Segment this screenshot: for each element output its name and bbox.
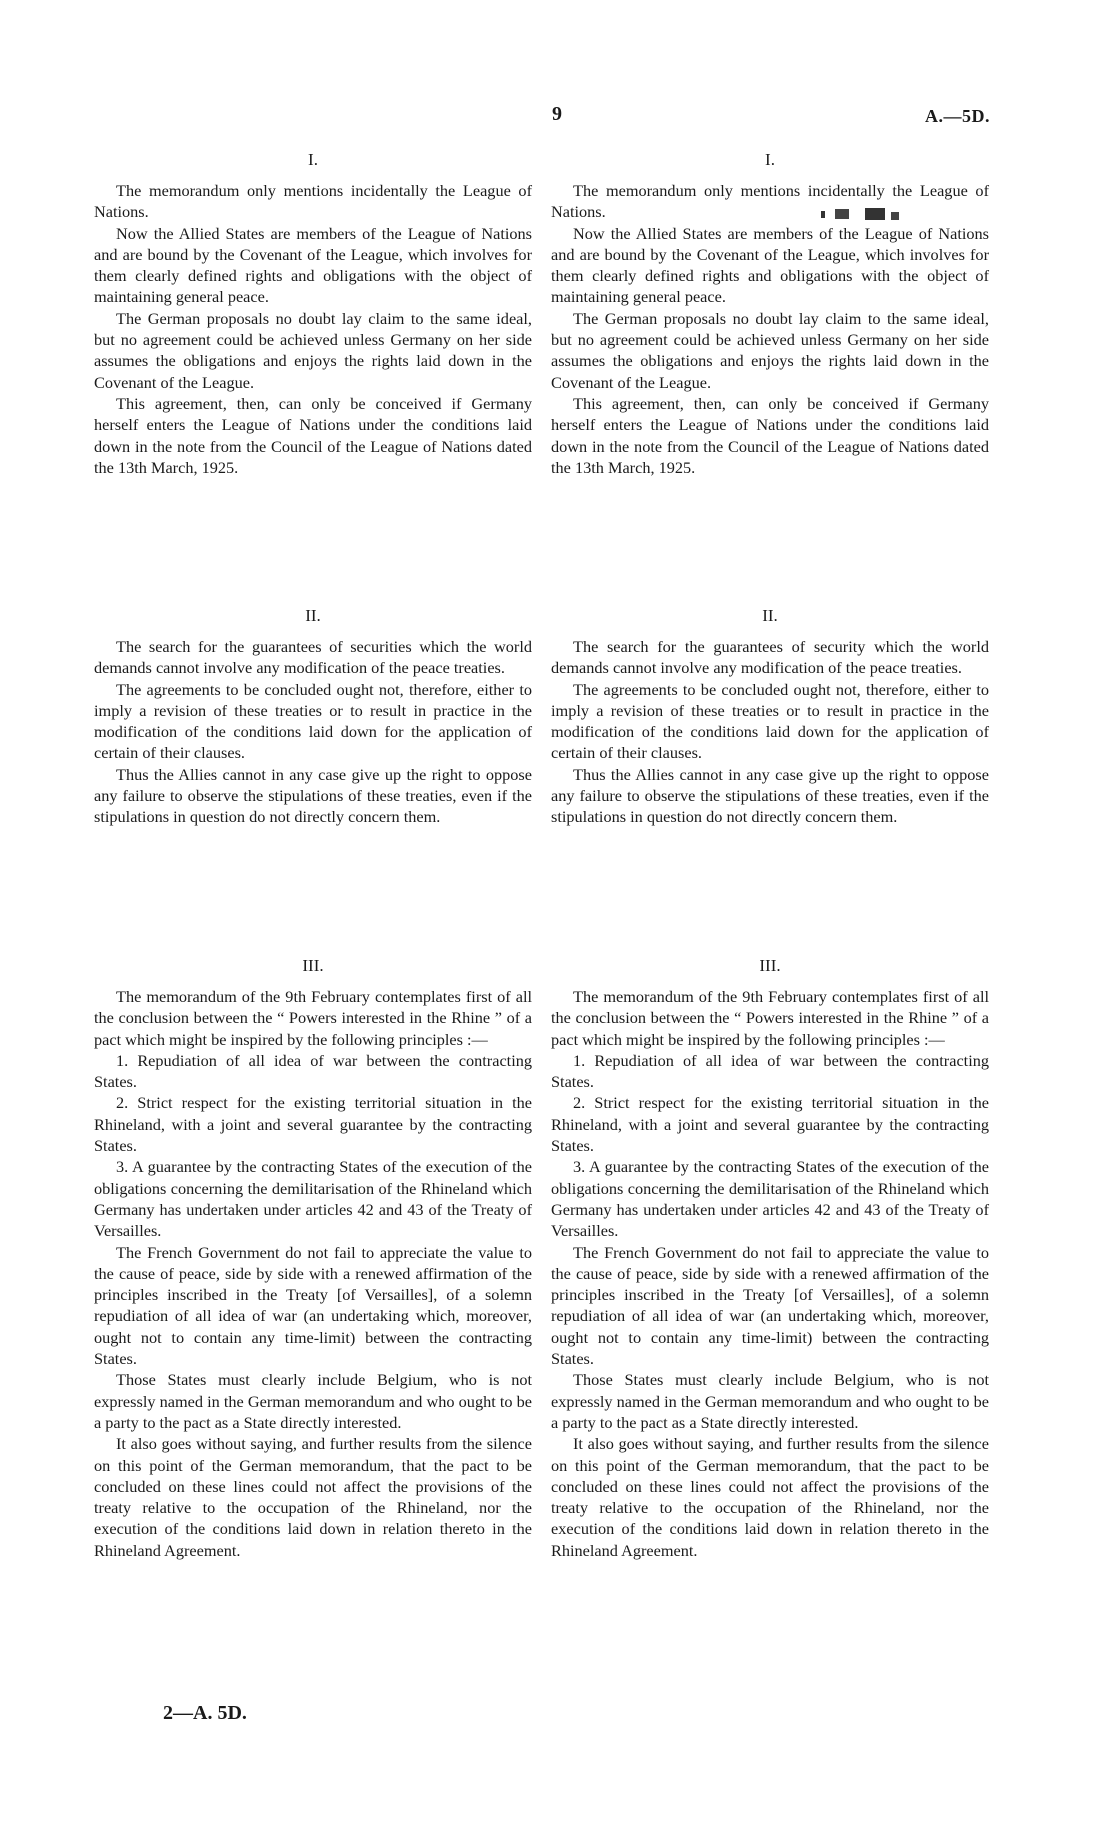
section-heading: II. [762, 606, 778, 625]
paragraph: The memorandum only mentions incidentally the League of Nations. [551, 181, 989, 222]
section-heading: I. [765, 150, 775, 169]
paragraph: 1. Repudiation of all idea of war between the contracting States. [551, 1050, 989, 1092]
paragraph: The memorandum only mentions incidentally the League of Nations. [94, 181, 532, 222]
paragraph: The memorandum of the 9th February contemplates first of all the conclusion between the “ Powers interested in the Rhine ” of a pact which might be inspired by the following principles :— [551, 987, 989, 1049]
paragraph: The French Government do not fail to appreciate the value to the cause of peace, side by side with a renewed affirmation of the principles inscribed in the Treaty [of Versailles], of a solemn repudiation of all idea of war (an undertaking which, moreover, ought not to contain any time-limit) between the contracting States. [94, 1242, 532, 1369]
paragraph: Now the Allied States are members of the League of Nations and are bound by the Covenant of the League, which involves for them clearly defined rights and obligations with the object of maintaining general peace. [551, 223, 989, 307]
left-section-1 [94, 150, 532, 478]
right-section-1 [551, 150, 989, 478]
page-number: 9 [552, 103, 562, 125]
paragraph: 3. A guarantee by the contracting States of the execution of the obligations concerning the demilitarisation of the Rhineland which Germany has undertaken under articles 42 and 43 of the Treaty of Versailles. [94, 1157, 532, 1241]
paragraph: The search for the guarantees of security which the world demands cannot involve any modification of the peace treaties. [551, 637, 989, 678]
section-heading: III. [302, 956, 324, 975]
paragraph: The German proposals no doubt lay claim to the same ideal, but no agreement could be achieved unless Germany on her side assumes the obligations and enjoys the rights laid down in the Covenant of the League. [94, 308, 532, 392]
paragraph: The search for the guarantees of securities which the world demands cannot involve any modification of the peace treaties. [94, 637, 532, 678]
paragraph: The French Government do not fail to appreciate the value to the cause of peace, side by side with a renewed affirmation of the principles inscribed in the Treaty [of Versailles], of a solemn repudiation of all idea of war (an undertaking which, moreover, ought not to contain any time-limit) between the contracting States. [551, 1242, 989, 1369]
paragraph: Those States must clearly include Belgium, who is not expressly named in the German memorandum and who ought to be a party to the pact as a State directly interested. [94, 1370, 532, 1432]
section-heading: I. [308, 150, 318, 169]
paragraph: The German proposals no doubt lay claim to the same ideal, but no agreement could be achieved unless Germany on her side assumes the obligations and enjoys the rights laid down in the Covenant of the League. [551, 308, 989, 392]
right-section-2 [551, 606, 989, 828]
left-section-2 [94, 606, 532, 828]
paragraph: The memorandum of the 9th February contemplates first of all the conclusion between the “ Powers interested in the Rhine ” of a pact which might be inspired by the following principles :— [94, 987, 532, 1049]
paragraph: Thus the Allies cannot in any case give up the right to oppose any failure to observe the stipulations of these treaties, even if the stipulations in question do not directly concern them. [551, 764, 989, 827]
section-heading: III. [759, 956, 781, 975]
paragraph: 2. Strict respect for the existing territorial situation in the Rhineland, with a joint and several guarantee by the contracting States. [551, 1093, 989, 1156]
paragraph: It also goes without saying, and further results from the silence on this point of the German memorandum, that the pact to be concluded on these lines could not affect the provisions of the treaty relative to the occupation of the Rhineland, nor the execution of the conditions laid down in relation thereto in the Rhineland Agreement. [94, 1434, 532, 1560]
paragraph: This agreement, then, can only be conceived if Germany herself enters the League of Nations under the conditions laid down in the note from the Council of the League of Nations dated the 13th March, 1925. [94, 393, 532, 477]
paragraph: It also goes without saying, and further results from the silence on this point of the German memorandum, that the pact to be concluded on these lines could not affect the provisions of the treaty relative to the occupation of the Rhineland, nor the execution of the conditions laid down in relation thereto in the Rhineland Agreement. [551, 1434, 989, 1560]
document-reference: A.—5D. [925, 106, 990, 126]
paragraph: This agreement, then, can only be conceived if Germany herself enters the League of Nations under the conditions laid down in the note from the Council of the League of Nations dated the 13th March, 1925. [551, 393, 989, 477]
signature-reference: 2—A. 5D. [163, 1702, 247, 1724]
paragraph: Now the Allied States are members of the League of Nations and are bound by the Covenant of the League, which involves for them clearly defined rights and obligations with the object of maintaining general peace. [94, 223, 532, 307]
paragraph: 1. Repudiation of all idea of war between the contracting States. [94, 1050, 532, 1092]
left-section-3 [94, 956, 532, 1561]
section-heading: II. [305, 606, 321, 625]
paragraph: 2. Strict respect for the existing territorial situation in the Rhineland, with a joint and several guarantee by the contracting States. [94, 1093, 532, 1156]
paragraph: 3. A guarantee by the contracting States of the execution of the obligations concerning the demilitarisation of the Rhineland which Germany has undertaken under articles 42 and 43 of the Treaty of Versailles. [551, 1157, 989, 1241]
paragraph: The agreements to be concluded ought not, therefore, either to imply a revision of these treaties or to result in practice in the modification of the conditions laid down for the application of certain of their clauses. [551, 679, 989, 763]
right-section-3 [551, 956, 989, 1561]
paragraph: Thus the Allies cannot in any case give up the right to oppose any failure to observe the stipulations of these treaties, even if the stipulations in question do not directly concern them. [94, 764, 532, 827]
paragraph: The agreements to be concluded ought not, therefore, either to imply a revision of these treaties or to result in practice in the modification of the conditions laid down for the application of certain of their clauses. [94, 679, 532, 763]
paragraph: Those States must clearly include Belgium, who is not expressly named in the German memorandum and who ought to be a party to the pact as a State directly interested. [551, 1370, 989, 1432]
